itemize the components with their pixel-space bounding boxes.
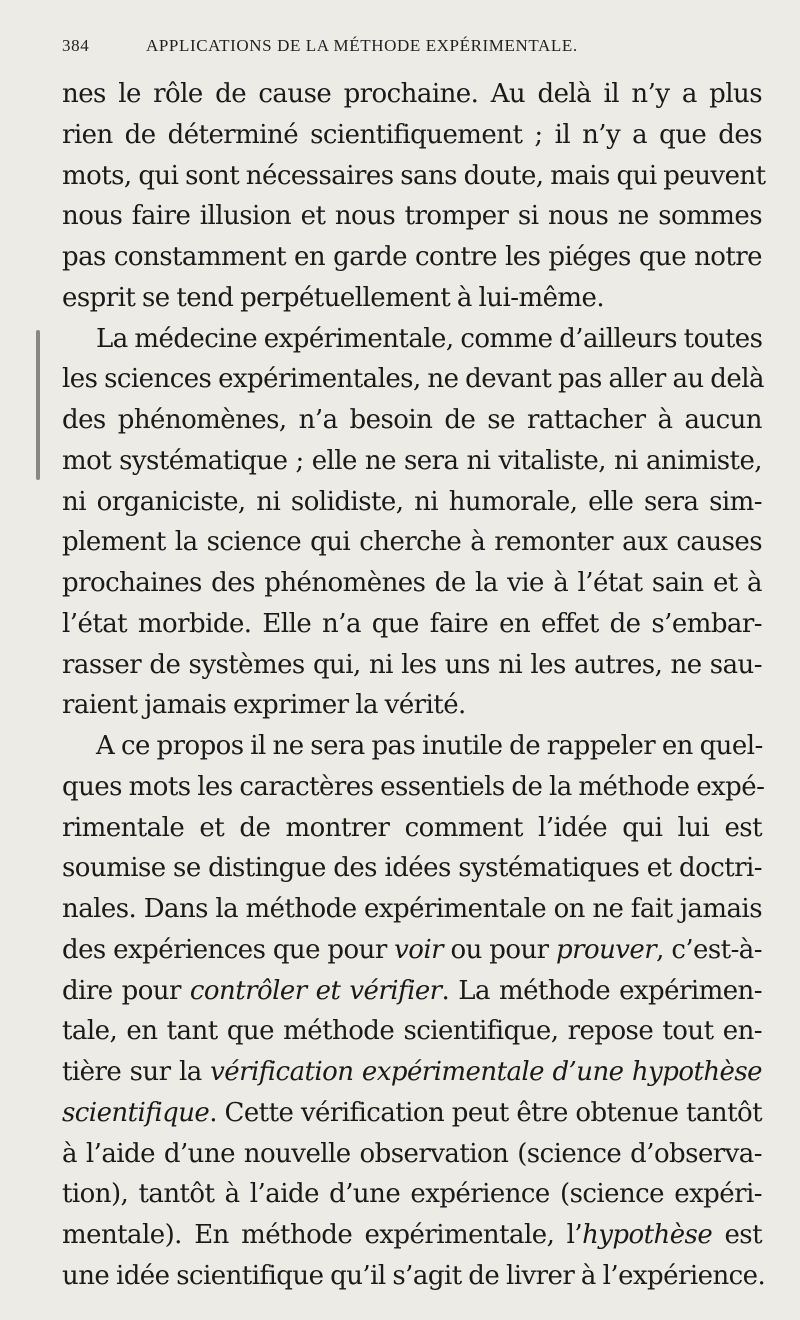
text-line: dire pour contrôler et vérifier. La méthode expérimen- (62, 975, 762, 1006)
text-line: les sciences expérimentales, ne devant pas aller au delà (62, 364, 764, 395)
text-line: esprit se tend perpétuellement à lui-même. (62, 282, 605, 313)
text-line: tière sur la vérification expérimentale d’une hypothèse (62, 1057, 762, 1087)
italic-emphasis: hypothèse (582, 1220, 713, 1250)
text-line: mot systématique ; elle ne sera ni vitaliste, ni animiste, (62, 445, 762, 476)
text-line: rimentale et de montrer comment l’idée qui lui est (62, 812, 762, 843)
page-number: 384 (62, 36, 90, 55)
italic-emphasis: voir (394, 934, 444, 965)
running-title: APPLICATIONS DE LA MÉTHODE EXPÉRIMENTALE. (146, 36, 578, 55)
text-line: nales. Dans la méthode expérimentale on ne fait jamais (62, 894, 762, 924)
text-line: pas constamment en garde contre les piéges que notre (62, 242, 762, 272)
text-line: tale, en tant que méthode scientifique, repose tout en- (62, 1016, 762, 1047)
text-line: des expériences que pour voir ou pour prouver, c’est-à- (62, 934, 762, 965)
text-line: l’état morbide. Elle n’a que faire en effet de s’embar- (62, 608, 762, 639)
margin-pencil-mark (36, 330, 40, 480)
text-line: à l’aide d’une nouvelle observation (science d’observa- (62, 1138, 762, 1169)
text-line: raient jamais exprimer la vérité. (62, 690, 466, 721)
italic-emphasis: prouver (556, 934, 657, 965)
text-line: mentale). En méthode expérimentale, l’hypothèse est (62, 1220, 762, 1250)
text-line: tion), tantôt à l’aide d’une expérience (science expéri- (62, 1179, 762, 1210)
text-line: A ce propos il ne sera pas inutile de rappeler en quel- (96, 731, 763, 761)
text-line: soumise se distingue des idées systématiques et doctri- (62, 853, 762, 884)
text-line: des phénomènes, n’a besoin de se rattacher à aucun (62, 405, 762, 435)
text-line: rien de déterminé scientifiquement ; il n’y a que des (62, 119, 762, 150)
text-line: ques mots les caractères essentiels de la méthode expé- (62, 771, 765, 802)
text-line: rasser de systèmes qui, ni les uns ni les autres, ne sau- (62, 649, 762, 680)
text-line: La médecine expérimentale, comme d’ailleurs toutes (96, 323, 763, 354)
italic-emphasis: scientifique (62, 1097, 210, 1128)
text-line: une idée scientifique qu’il s’agit de livrer à l’expérience. (62, 1260, 766, 1291)
text-line: plement la science qui cherche à remonter aux causes (62, 527, 762, 558)
text-line: prochaines des phénomènes de la vie à l’état sain et à (62, 568, 762, 598)
page-header (62, 36, 760, 62)
italic-emphasis: vérification expérimentale d’une hypothèse (210, 1057, 762, 1087)
text-line: scientifique. Cette vérification peut être obtenue tantôt (62, 1097, 762, 1128)
text-line: nes le rôle de cause prochaine. Au delà il n’y a plus (62, 79, 762, 109)
body-text (62, 74, 766, 1297)
text-line: mots, qui sont nécessaires sans doute, mais qui peuvent (62, 160, 766, 191)
text-line: ni organiciste, ni solidiste, ni humorale, elle sera sim- (62, 486, 762, 517)
text-line: nous faire illusion et nous tromper si nous ne sommes (62, 201, 762, 232)
italic-emphasis: contrôler et vérifier (189, 975, 442, 1006)
